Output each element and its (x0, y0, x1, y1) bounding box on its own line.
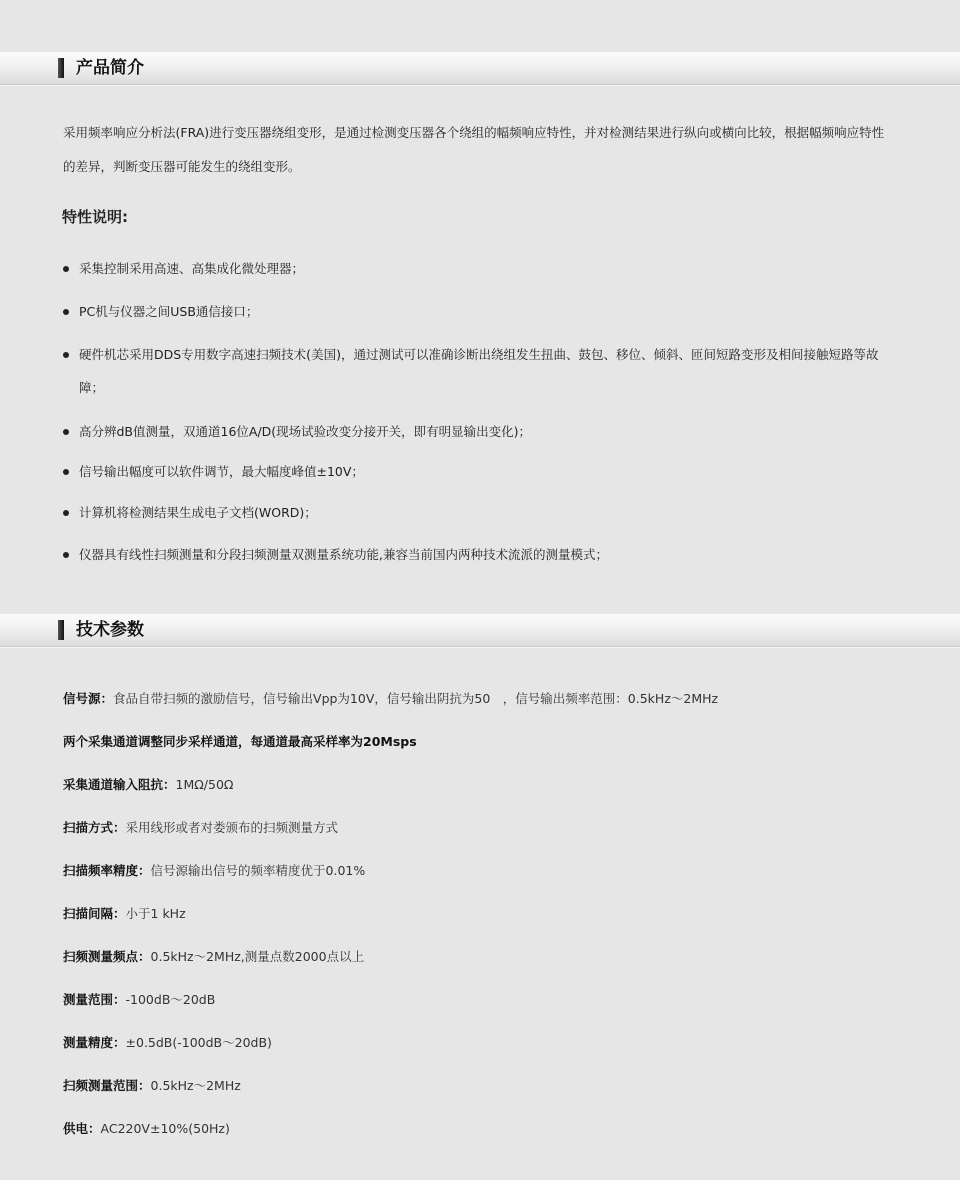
spec-row (63, 903, 923, 925)
section-marker-icon (58, 620, 64, 640)
feature-item (63, 415, 893, 448)
spec-label: 扫描间隔： (63, 906, 126, 921)
spec-row (63, 688, 923, 710)
spec-value: 0.5kHz～2MHz (150, 1078, 241, 1093)
spec-value: -100dB～20dB (125, 992, 216, 1007)
bullet-icon (63, 469, 69, 475)
spec-value: 0.5kHz～2MHz,测量点数2000点以上 (150, 949, 365, 964)
intro-paragraph: 采用频率响应分析法(FRA)进行变压器绕组变形，是通过检测变压器各个绕组的幅频响应特性，并对检测结果进行纵向或横向比较，根据幅频响应特性的差异，判断变压器可能发生的绕组变形。 (63, 125, 885, 174)
feature-item (63, 538, 893, 571)
spec-value: 1MΩ/50Ω (175, 777, 234, 792)
spec-label: 扫描频率精度： (63, 863, 151, 878)
feature-text: 信号输出幅度可以软件调节，最大幅度峰值±10V； (79, 464, 364, 479)
spec-row (63, 946, 923, 968)
feature-text: PC机与仪器之间USB通信接口； (79, 304, 259, 319)
feature-text: 计算机将检测结果生成电子文档(WORD)； (79, 505, 317, 520)
section-header-intro (0, 52, 960, 85)
feature-item (63, 252, 893, 285)
feature-text: 采集控制采用高速、高集成化微处理器； (79, 261, 305, 276)
bullet-icon (63, 429, 69, 435)
bullet-icon (63, 309, 69, 315)
bullet-icon (63, 352, 69, 358)
feature-item (63, 295, 893, 328)
spec-label: 扫频测量范围： (63, 1078, 151, 1093)
spec-row (63, 860, 923, 882)
feature-item (63, 338, 893, 404)
section-header-specs (0, 614, 960, 647)
spec-row (63, 1075, 923, 1097)
spec-row (63, 774, 923, 796)
section-title-specs: 技术参数 (76, 620, 144, 640)
spec-value: AC220V±10%(50Hz) (100, 1121, 230, 1136)
feature-item (63, 455, 893, 488)
spec-value: ±0.5dB(-100dB～20dB) (125, 1035, 272, 1050)
feature-text: 仪器具有线性扫频测量和分段扫频测量双测量系统功能,兼容当前国内两种技术流派的测量模式； (79, 547, 608, 562)
bullet-icon (63, 552, 69, 558)
spec-row (63, 989, 923, 1011)
features-heading: 特性说明: (62, 208, 128, 226)
spec-label: 信号源： (63, 691, 114, 706)
feature-text: 高分辨dB值测量，双通道16位A/D(现场试验改变分接开关，即有明显输出变化)； (79, 424, 532, 439)
spec-label: 扫频测量频点： (63, 949, 151, 964)
feature-item (63, 496, 893, 529)
spec-value: 采用线形或者对娄颁布的扫频测量方式 (125, 820, 339, 835)
spec-value: 食品自带扫频的激励信号，信号输出Vpp为10V，信号输出阴抗为50 ，信号输出频率范围：0.5kHz～2MHz (113, 691, 719, 706)
spec-value: 两个采集通道调整同步采样通道，每通道最高采样率为20Msps (63, 734, 417, 749)
spec-label: 测量范围： (63, 992, 126, 1007)
section-marker-icon (58, 58, 64, 78)
spec-label: 采集通道输入阻抗： (63, 777, 176, 792)
spec-value: 小于1 kHz (125, 906, 186, 921)
spec-value: 信号源输出信号的频率精度优于0.01% (150, 863, 366, 878)
spec-row (63, 1118, 923, 1140)
spec-row (63, 1032, 923, 1054)
spec-row (63, 731, 923, 753)
spec-label: 供电： (63, 1121, 101, 1136)
section-title-intro: 产品简介 (76, 58, 144, 78)
spec-label: 测量精度： (63, 1035, 126, 1050)
feature-text: 硬件机芯采用DDS专用数字高速扫频技术(美国)，通过测试可以准确诊断出绕组发生扭曲、鼓包、移位、倾斜、匝间短路变形及相间接触短路等故障； (79, 347, 879, 395)
spec-row (63, 817, 923, 839)
bullet-icon (63, 266, 69, 272)
spec-label: 扫描方式： (63, 820, 126, 835)
bullet-icon (63, 510, 69, 516)
